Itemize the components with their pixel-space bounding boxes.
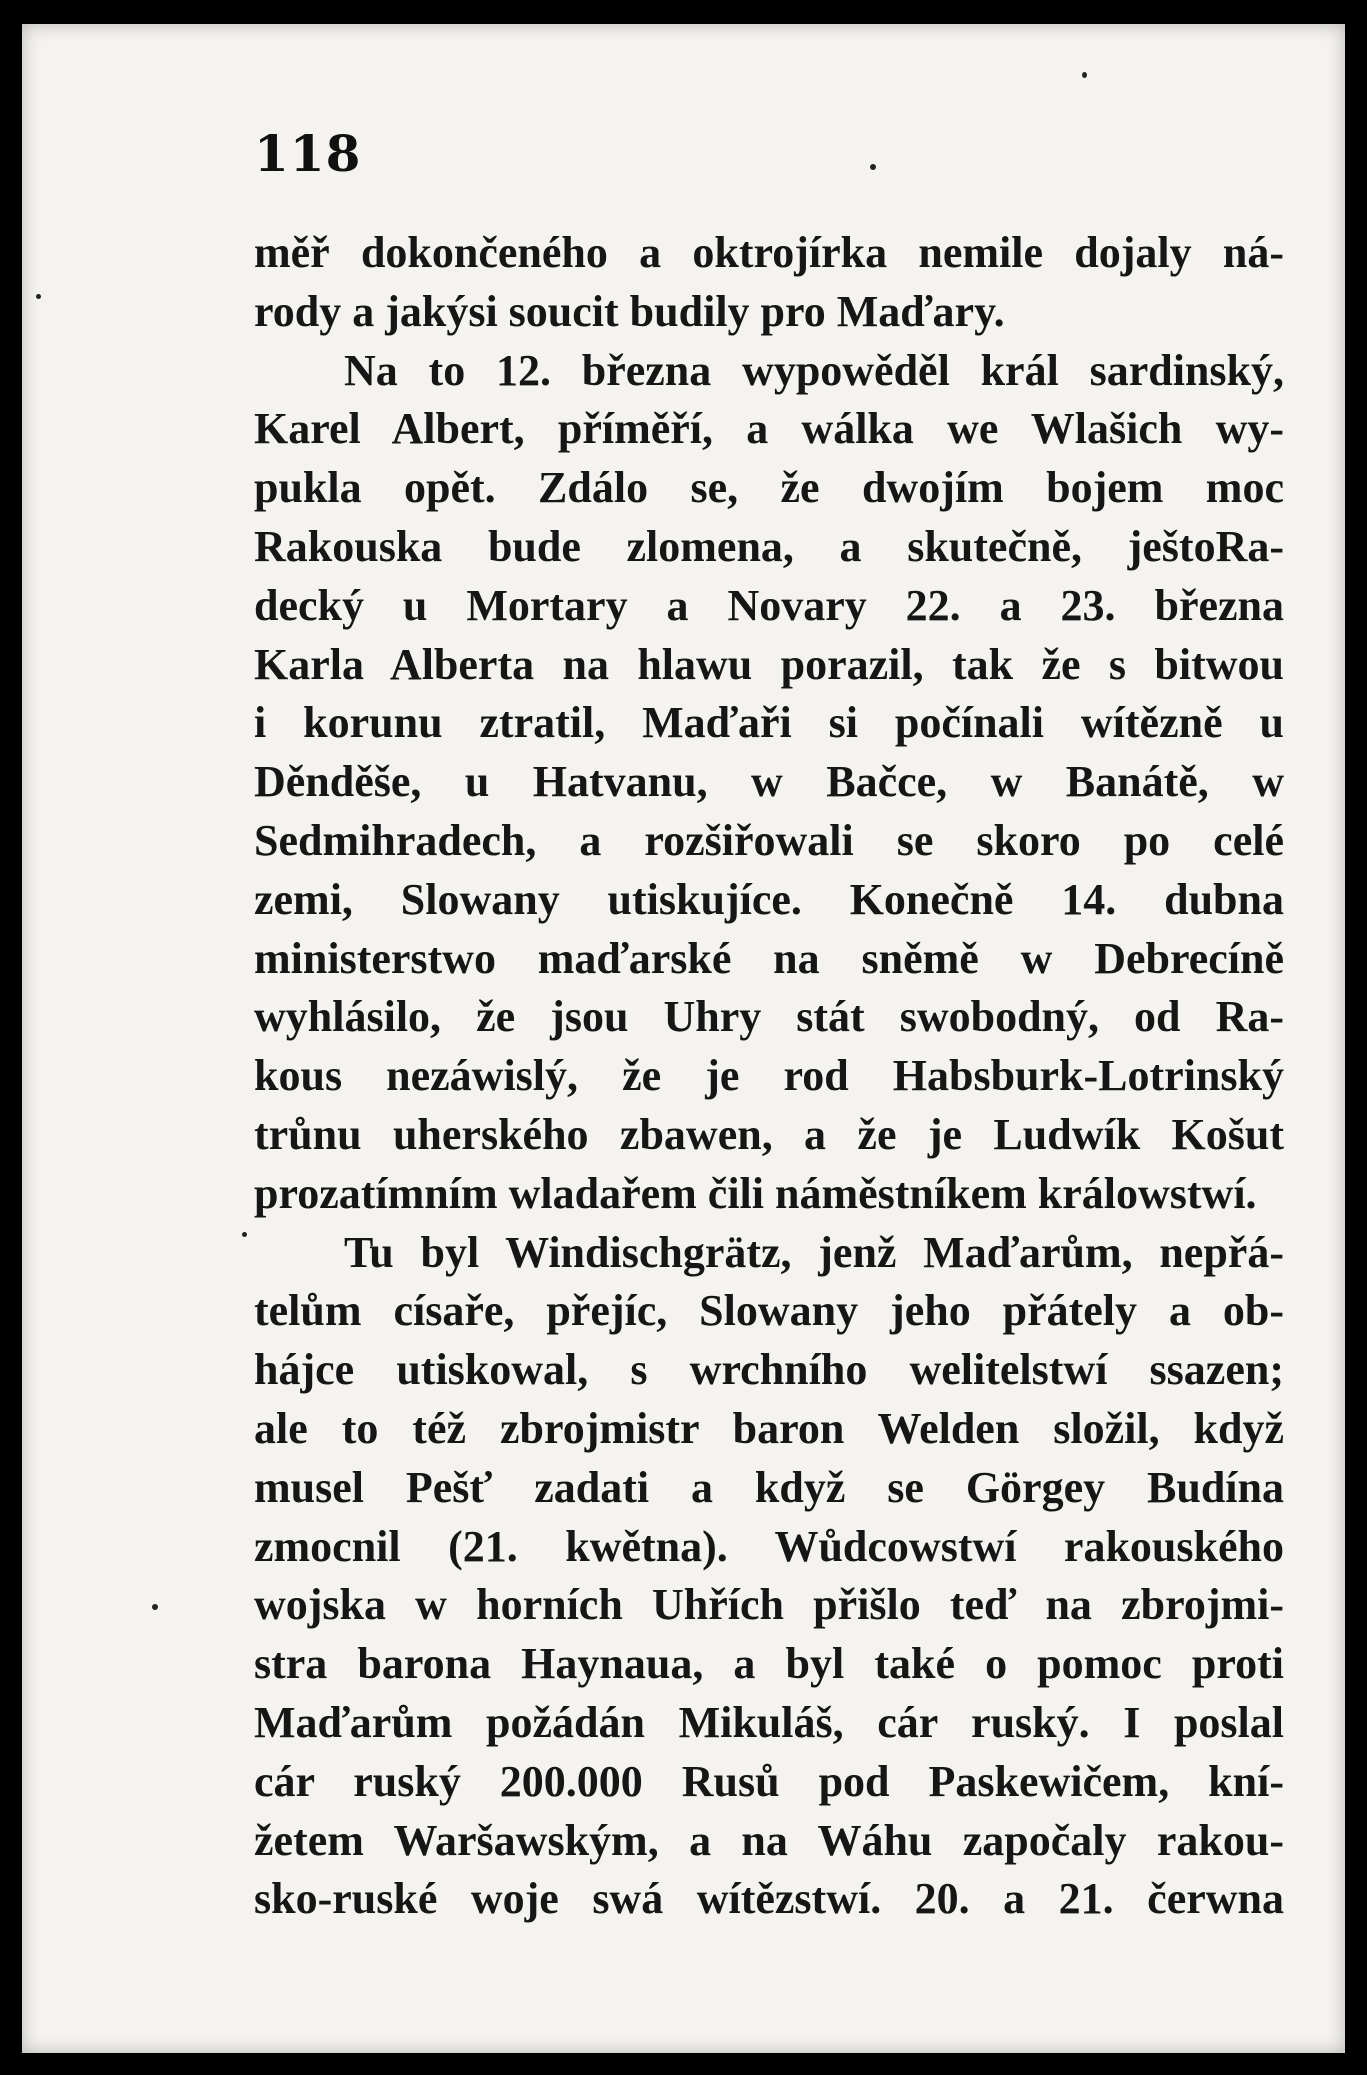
text-line: cár ruský 200.000 Rusů pod Paskewičem, kní- <box>254 1756 1284 1806</box>
text-line: Tu byl Windischgrätz, jenž Maďarům, nepřá- <box>344 1227 1284 1277</box>
text-line: wojska w horních Uhřích přišlo teď na zbrojmi- <box>254 1580 1284 1630</box>
text-line: hájce utiskowal, s wrchního welitelstwí ssazen; <box>254 1345 1284 1395</box>
text-line: trůnu uherského zbawen, a že je Ludwík Košut <box>254 1109 1284 1159</box>
dust-speck <box>152 1604 158 1610</box>
text-line: zemi, Slowany utiskujíce. Konečně 14. dubna <box>254 874 1284 924</box>
text-line: decký u Mortary a Novary 22. a 23. března <box>254 580 1284 630</box>
text-line: Sedmihradech, a rozšiřowali se skoro po celé <box>254 815 1284 865</box>
text-line: telům císaře, přejíc, Slowany jeho přátely a ob- <box>254 1286 1284 1336</box>
text-line: Karla Alberta na hlawu porazil, tak že s bitwou <box>254 639 1284 689</box>
text-line: měř dokončeného a oktrojírka nemile dojaly ná- <box>254 228 1284 277</box>
text-line: prozatímním wladařem čili náměstníkem králowstwí. <box>254 1168 1257 1218</box>
text-line: i korunu ztratil, Maďaři si počínali wítězně u <box>254 698 1284 748</box>
dust-speck <box>36 294 41 299</box>
text-line: pukla opět. Zdálo se, že dwojím bojem moc <box>254 463 1284 513</box>
text-line: rody a jakýsi soucit budily pro Maďary. <box>254 286 1005 336</box>
text-line: ministerstwo maďarské na sněmě w Debrecíně <box>254 933 1284 983</box>
page-number: 118 <box>254 124 362 183</box>
text-line: Děnděše, u Hatvanu, w Bačce, w Banátě, w <box>254 757 1284 807</box>
dust-speck <box>870 164 876 170</box>
dust-speck <box>1082 72 1087 78</box>
text-line: zmocnil (21. kwětna). Wůdcowstwí rakouského <box>254 1521 1284 1571</box>
text-line: kous nezáwislý, že je rod Habsburk-Lotrinský <box>254 1051 1284 1101</box>
dust-speck <box>242 1232 247 1237</box>
text-line: sko-ruské woje swá wítězstwí. 20. a 21. čerwna <box>254 1874 1284 1924</box>
text-line: Maďarům požádán Mikuláš, cár ruský. I poslal <box>254 1697 1284 1747</box>
text-line: Karel Albert, příměří, a wálka we Wlašich wy- <box>254 404 1284 454</box>
body-text <box>254 224 1284 1929</box>
text-line: wyhlásilo, že jsou Uhry stát swobodný, od Ra- <box>254 992 1284 1042</box>
text-line: musel Pešť zadati a když se Görgey Budína <box>254 1462 1284 1512</box>
text-line: Rakouska bude zlomena, a skutečně, ještoRa- <box>254 521 1284 571</box>
text-line: žetem Waršawským, a na Wáhu započaly rakou- <box>254 1815 1284 1865</box>
text-line: stra barona Haynaua, a byl také o pomoc proti <box>254 1639 1284 1689</box>
text-line: ale to též zbrojmistr baron Welden složil, když <box>254 1403 1284 1453</box>
text-line: Na to 12. března wypowěděl král sardinský, <box>344 345 1284 395</box>
paper-sheet <box>22 24 1345 2053</box>
